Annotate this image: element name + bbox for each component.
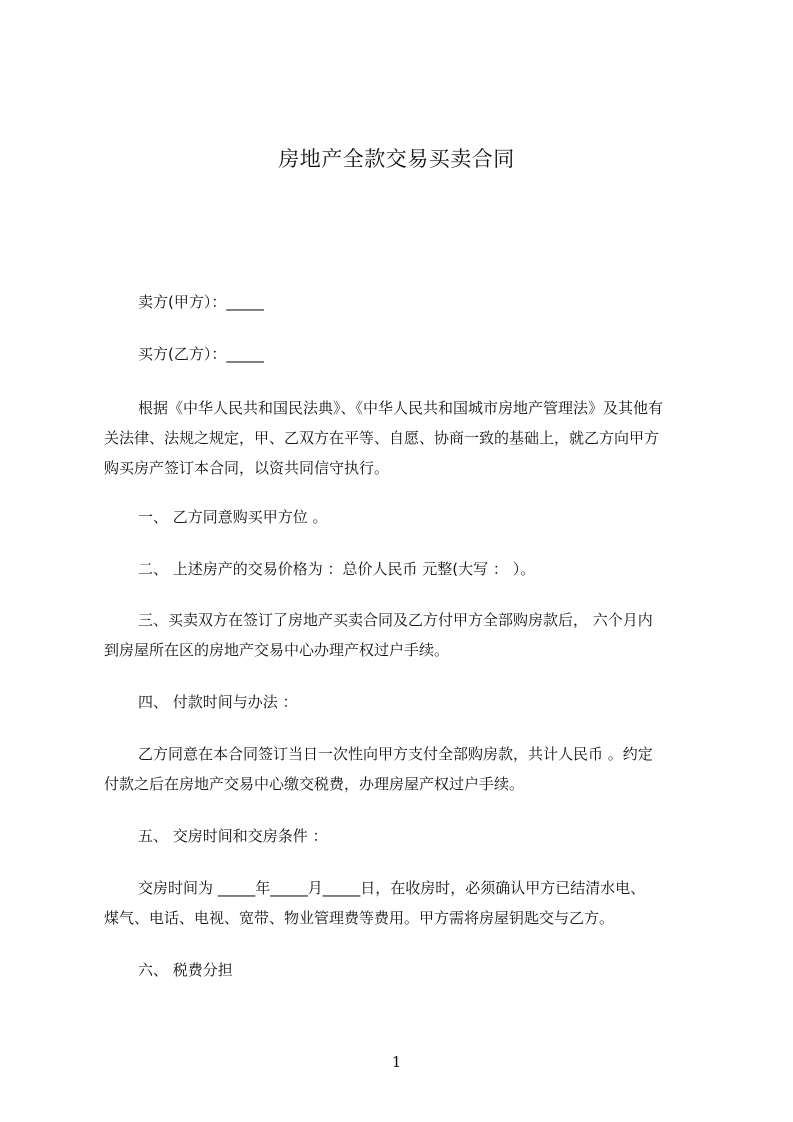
- clause-4-line-1: 乙方同意在本合同签订当日一次性向甲方支付全部购房款，共计人民币 。约定: [138, 745, 653, 763]
- clause-4-line-2: 付款之后在房地产交易中心缴交税费，办理房屋产权过户手续。: [104, 775, 525, 793]
- clause-6-heading: 六、 税费分担: [138, 961, 233, 979]
- buyer-line: 买方(乙方）：_____: [138, 345, 264, 363]
- seller-line: 卖方(甲方）：_____: [138, 293, 264, 311]
- preamble-line-1: 根据《中华人民共和国民法典》、《中华人民共和国城市房地产管理法》及其他有: [138, 399, 664, 417]
- page-number: 1: [391, 1053, 402, 1071]
- clause-3-line-1: 三、买卖双方在签订了房地产买卖合同及乙方付甲方全部购房款后， 六个月内: [138, 611, 653, 629]
- clause-4-heading: 四、 付款时间与办法 ：: [138, 693, 298, 711]
- document-title: 房地产全款交易买卖合同: [278, 147, 515, 171]
- clause-5-line-1: 交房时间为 _____年_____月_____日，在收房时，必须确认甲方已结清水电、: [138, 879, 646, 897]
- clause-2: 二、 上述房产的交易价格为 ：总价人民币 元整(大写 ： ）。: [138, 560, 536, 578]
- clause-1: 一、 乙方同意购买甲方位 。: [138, 508, 328, 526]
- clause-3-line-2: 到房屋所在区的房地产交易中心办理产权过户手续。: [104, 641, 450, 659]
- preamble-line-2: 关法律、法规之规定，甲、乙双方在平等、自愿、协商一致的基础上，就乙方向甲方: [104, 429, 660, 447]
- clause-5-heading: 五、 交房时间和交房条件 ：: [138, 827, 328, 845]
- preamble-line-3: 购买房产签订本合同，以资共同信守执行。: [104, 459, 390, 477]
- clause-5-line-2: 煤气、电话、电视、宽带、物业管理费等费用。甲方需将房屋钥匙交与乙方。: [104, 909, 615, 927]
